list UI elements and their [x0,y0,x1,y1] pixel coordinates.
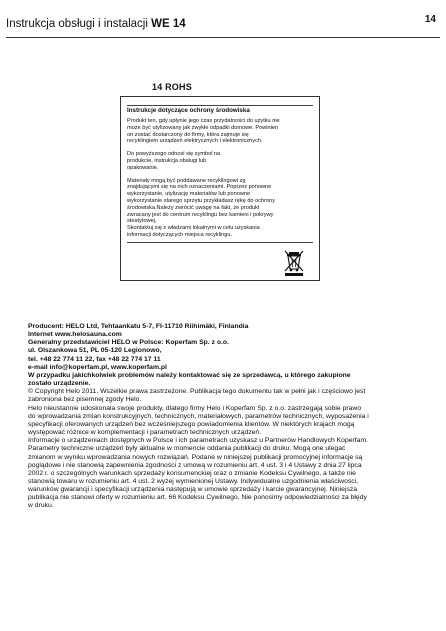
rohs-content [127,105,313,243]
phone-fax-line: tel. +48 22 774 11 22, fax +48 22 774 17 11 [28,355,161,363]
producer-line: Producent: HELO Ltd, Tehtaankatu 5-7, FI-11710 Riihimäki, Finlandia [28,323,249,330]
rohs-paragraph-recycling: Materiały mogą być poddawane recyklingowi zg znajdującymi się na nich oznaczeniami. Poprzez ponowne wykorzystanie, utylizację materiałów lub ponowne wykorzystanie starego sprzętu przykładasz rękę do ochrony środowiska.Należy zwrócić uwagę na fakt, że produkt zwracany jest do centrum recyklingu bez kamieni i pokrywy steatytowej. Skontaktuj się z władzami lokalnymi w celu uzyskania informacji dotyczących miejsca recyklingu. [127,177,275,238]
header-title-model: WE 14 [151,18,186,30]
header-title [6,18,186,30]
copyright-notice: © Copyright Helo 2011. Wszelkie prawa zastrzeżone. Publikacja tego dokumentu tak w pełni jak i częściowo jest zabroniona bez pisemnej zgody Helo. [28,388,366,404]
internet-line: Internet www.helosauna.com [28,331,122,339]
improvement-notice: Helo nieustannie udoskonala swoje produkty, dlatego firmy Helo i Koperfam Sp. z o.o. zastrzegają sobie prawo do wprowadzania zmian konstrukcyjnych, technicznych, materiałowych, parametrów technicznych, wyposażenia i specyfikacji oferowanych urządzeń bez wcześniejszego powiadomienia klientów. W niektórych krajach mogą występować różnice w komplementacji i parametrach technicznych urządzeń. [28,404,369,437]
rohs-info-box [120,96,320,281]
rohs-paragraph-symbol: Do powyższego odnosi się symbol na produkcie, instrukcja obsługi lub opakowanie. [127,151,221,171]
rohs-paragraph-disposal: Produkt ten, gdy upłynie jego czas przydatności do użytku nie może być utylizowany jak zwykłe odpadki domowe. Powinien on zostać dostarczony do firmy, która zajmuje się recyklingiem urządzeń elektrycznych i elektronicznych. [127,118,280,145]
address-line: ul. Olszankowa 51, PL 05-120 Legionowo, [28,347,162,355]
representative-line: Generalny przedstawiciel HELO w Polsce: Koperfam Sp. z o.o. [28,339,229,347]
information-notice: Informacje o urządzeniach dostępnych w Polsce i ich parametrach uzyskasz u Partnerów Handlowych Koperfam. Parametry techniczne urządzeń były aktualne w momencie oddania publikacji do druku. Mogą one ulegać zmianom w wyniku wprowadzania nowych rozwiązań. Podane w niniejszej publikacji promocyjnej informacje są poglądowe i nie stanowią zapewnienia zgodności z umową w rozumieniu art. 4 ust. 3 i 4 Ustawy z dnia 27 lipca 2002 r. o szczególnych warunkach sprzedaży konsumenckiej oraz o zmianie Kodeksu Cywilnego, a także nie stanowią towaru w rozumieniu art. 4 ust. 2 wyżej wymienionej Ustawy. Indywidualne uzgodnienia właściwości, warunków gwarancji i specyfikacji urządzenia następują w umowie sprzedaży i karcie gwarancyjnej. Niniejsza publikacja nie stanowi oferty w rozumieniu art. 66 Kodeksu Cywilnego. Nie ponosimy odpowiedzialności za błędy w druku. [28,437,369,510]
header-divider [6,37,440,38]
footer-info [28,323,432,511]
page-number: 14 [424,14,436,25]
section-title: 14 ROHS [152,82,192,92]
crossed-out-wheelie-bin-icon [283,249,305,277]
header-title-prefix: Instrukcja obsługi i instalacji [6,18,152,30]
problems-notice: W przypadku jakichkolwiek problemów należy kontaktować się ze sprzedawcą, u którego zakupione zostało urządzenie. [28,371,351,388]
rohs-heading: Instrukcje dotyczące ochrony środowiska [127,107,250,114]
email-web-line: e-mail info@koperfam.pl, www.koperfam.pl [28,363,167,371]
